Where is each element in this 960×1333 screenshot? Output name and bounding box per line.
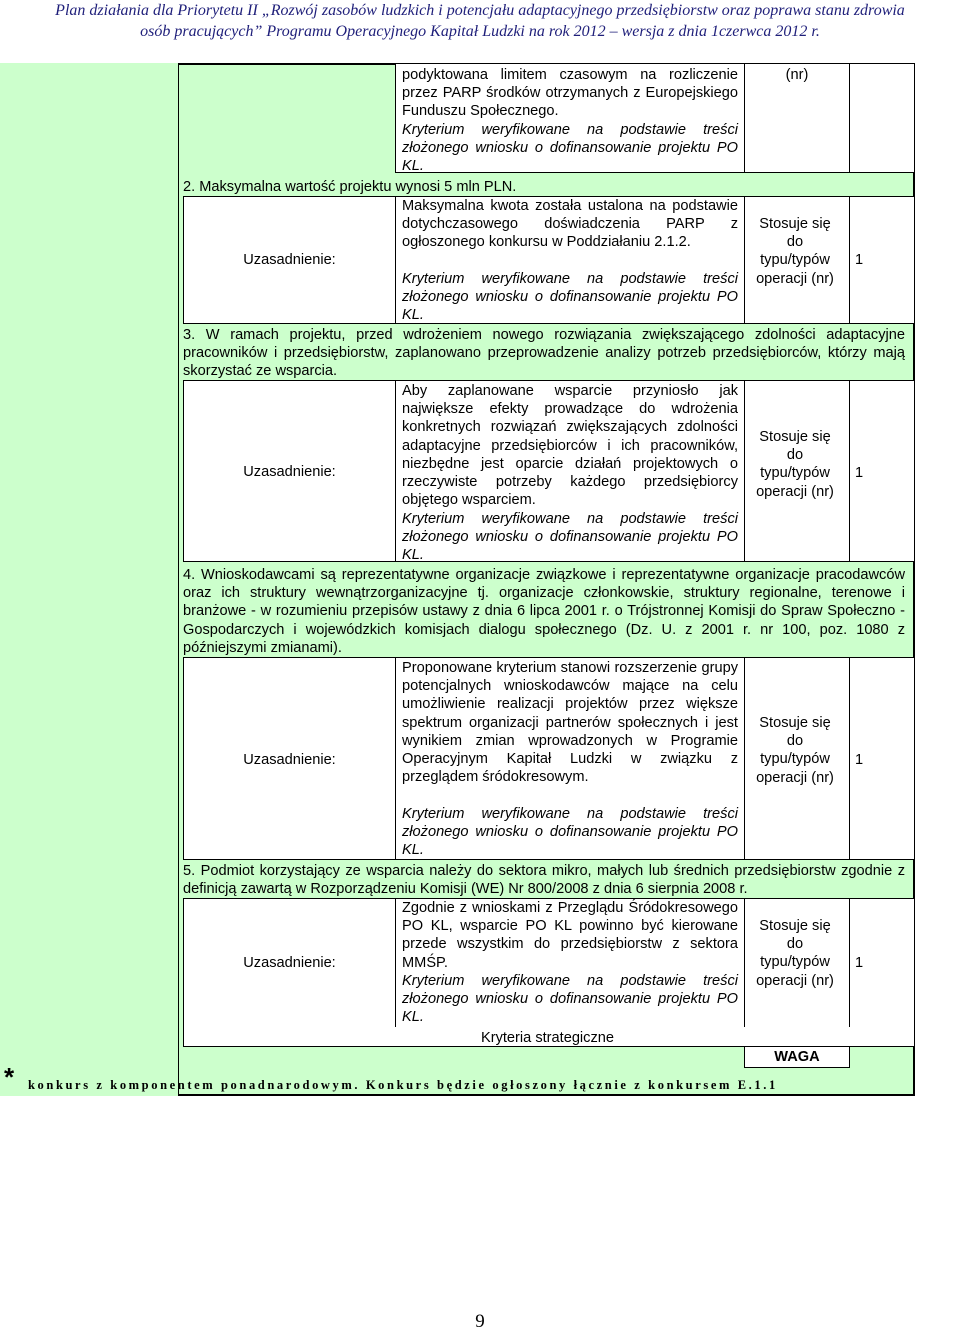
criterion-title: 2. Maksymalna wartość projektu wynosi 5 mln PLN. xyxy=(183,179,517,195)
value-text: 1 xyxy=(854,252,864,268)
uzasadnienie-label: Uzasadnienie: xyxy=(243,464,336,480)
justification-text: Maksymalna kwota została ustalona na podstawie dotychczasowego doświadczenia PARP z ogłoszonego konkursu w Poddziałaniu 2.1.2. xyxy=(402,198,738,251)
criterion-title: 4. Wnioskodawcami są reprezentatywne organizacje związkowe i reprezentatywne organizacje pracodawców oraz ich struktury wewnątrzorganizacyjne tj. organizacje członkowskie, struktury regionalne, terenowe i branżowe - w rozumieniu przepisów ustawy z dnia 6 lipca 2001 r. o Trójstronnej Komisji do Spraw Społeczno - Gospodarczych i wojewódzkich komisjach dialogu społecznego (Dz. U. z 2001 r. nr 100, poz. 1080 z późniejszymi zmianami). xyxy=(183,567,905,656)
strategic-criteria-title: Kryteria strategiczne xyxy=(480,1030,615,1046)
header-line-2: osób pracujących” Programu Operacyjnego Kapitał Ludzki na rok 2012 – wersja z dnia 1czerwca 2012 r. xyxy=(140,23,820,40)
table-left-column xyxy=(0,63,179,1096)
footnote-text: konkurs z komponentem ponadnarodowym. Konkurs będzie ogłoszony łącznie z konkursem E.1.1 xyxy=(28,1078,778,1092)
page-number: 9 xyxy=(475,1311,485,1332)
applies-text: Stosuje się do typu/typów operacji (nr) xyxy=(756,216,834,287)
verification-text: Kryterium weryfikowane na podstawie treści złożonego wniosku o dofinansowanie projektu PO KL. xyxy=(402,271,738,324)
value-cell xyxy=(849,63,915,173)
uzasadnienie-label: Uzasadnienie: xyxy=(243,252,336,268)
criterion-title: 3. W ramach projektu, przed wdrożeniem nowego rozwiązania zwiększającego zdolności adaptacyjne pracowników i przedsiębiorstw, zaplanowano przeprowadzenie analizy potrzeb przedsiębiorców, którzy mają skorzystać ze wsparcia. xyxy=(183,327,905,380)
justification-text: Proponowane kryterium stanowi rozszerzenie grupy potencjalnych wnioskodawców mające na celu umożliwienie realizacji projektów przez większe spektrum organizacji partnerów społecznych i jest wynikiem zmian wprowadzonych w Programie Operacyjnym Kapitał Ludzki w związku z przeglądem śródokresowym. xyxy=(402,660,738,786)
justification-text: podyktowana limitem czasowym na rozliczenie przez PARP środków otrzymanych z Europejskiego Funduszu Społecznego. xyxy=(402,67,738,120)
weight-header: WAGA xyxy=(774,1049,820,1065)
verification-text: Kryterium weryfikowane na podstawie treści złożonego wniosku o dofinansowanie projektu PO KL. xyxy=(402,806,738,859)
applies-text: Stosuje się do typu/typów operacji (nr) xyxy=(756,918,834,989)
verification-text: Kryterium weryfikowane na podstawie treści złożonego wniosku o dofinansowanie projektu PO KL. xyxy=(402,122,738,175)
uzasadnienie-label: Uzasadnienie: xyxy=(243,752,336,768)
verification-text: Kryterium weryfikowane na podstawie treści złożonego wniosku o dofinansowanie projektu PO KL. xyxy=(402,973,738,1026)
criterion-title: 5. Podmiot korzystający ze wsparcia należy do sektora mikro, małych lub średnich przedsiębiorstw zgodnie z definicją zawartą w Rozporządzeniu Komisji (WE) Nr 800/2008 z dnia 6 sierpnia 2008 r. xyxy=(183,863,905,898)
applies-text: (nr) xyxy=(785,67,809,83)
justification-text: Aby zaplanowane wsparcie przyniosło jak największe efekty prowadzące do wdrożenia konkretnych rozwiązań zwiększających zdolności adaptacyjne przedsiębiorców i ich pracowników, niezbędne jest oparcie działań projektowych o rzeczywiste potrzeby każdego przedsiębiorcy objętego wsparciem. xyxy=(402,383,738,509)
header-line-1: Plan działania dla Priorytetu II „Rozwój zasobów ludzkich i potencjału adaptacyjnego przedsiębiorstw oraz poprawa stanu zdrowia xyxy=(55,2,905,19)
value-text: 1 xyxy=(854,955,864,971)
applies-text: Stosuje się do typu/typów operacji (nr) xyxy=(756,429,834,500)
document-header xyxy=(0,0,960,42)
value-text: 1 xyxy=(854,752,864,768)
justification-text: Zgodnie z wnioskami z Przeglądu Śródokresowego PO KL, wsparcie PO KL powinno być kierowane przede wszystkim do przedsiębiorstw z sektora MMŚP. xyxy=(402,900,738,971)
uzasadnienie-label: Uzasadnienie: xyxy=(243,955,336,971)
value-text: 1 xyxy=(854,465,864,481)
applies-text: Stosuje się do typu/typów operacji (nr) xyxy=(756,715,834,786)
footnote-star: * xyxy=(4,1062,15,1092)
verification-text: Kryterium weryfikowane na podstawie treści złożonego wniosku o dofinansowanie projektu PO KL. xyxy=(402,511,738,564)
